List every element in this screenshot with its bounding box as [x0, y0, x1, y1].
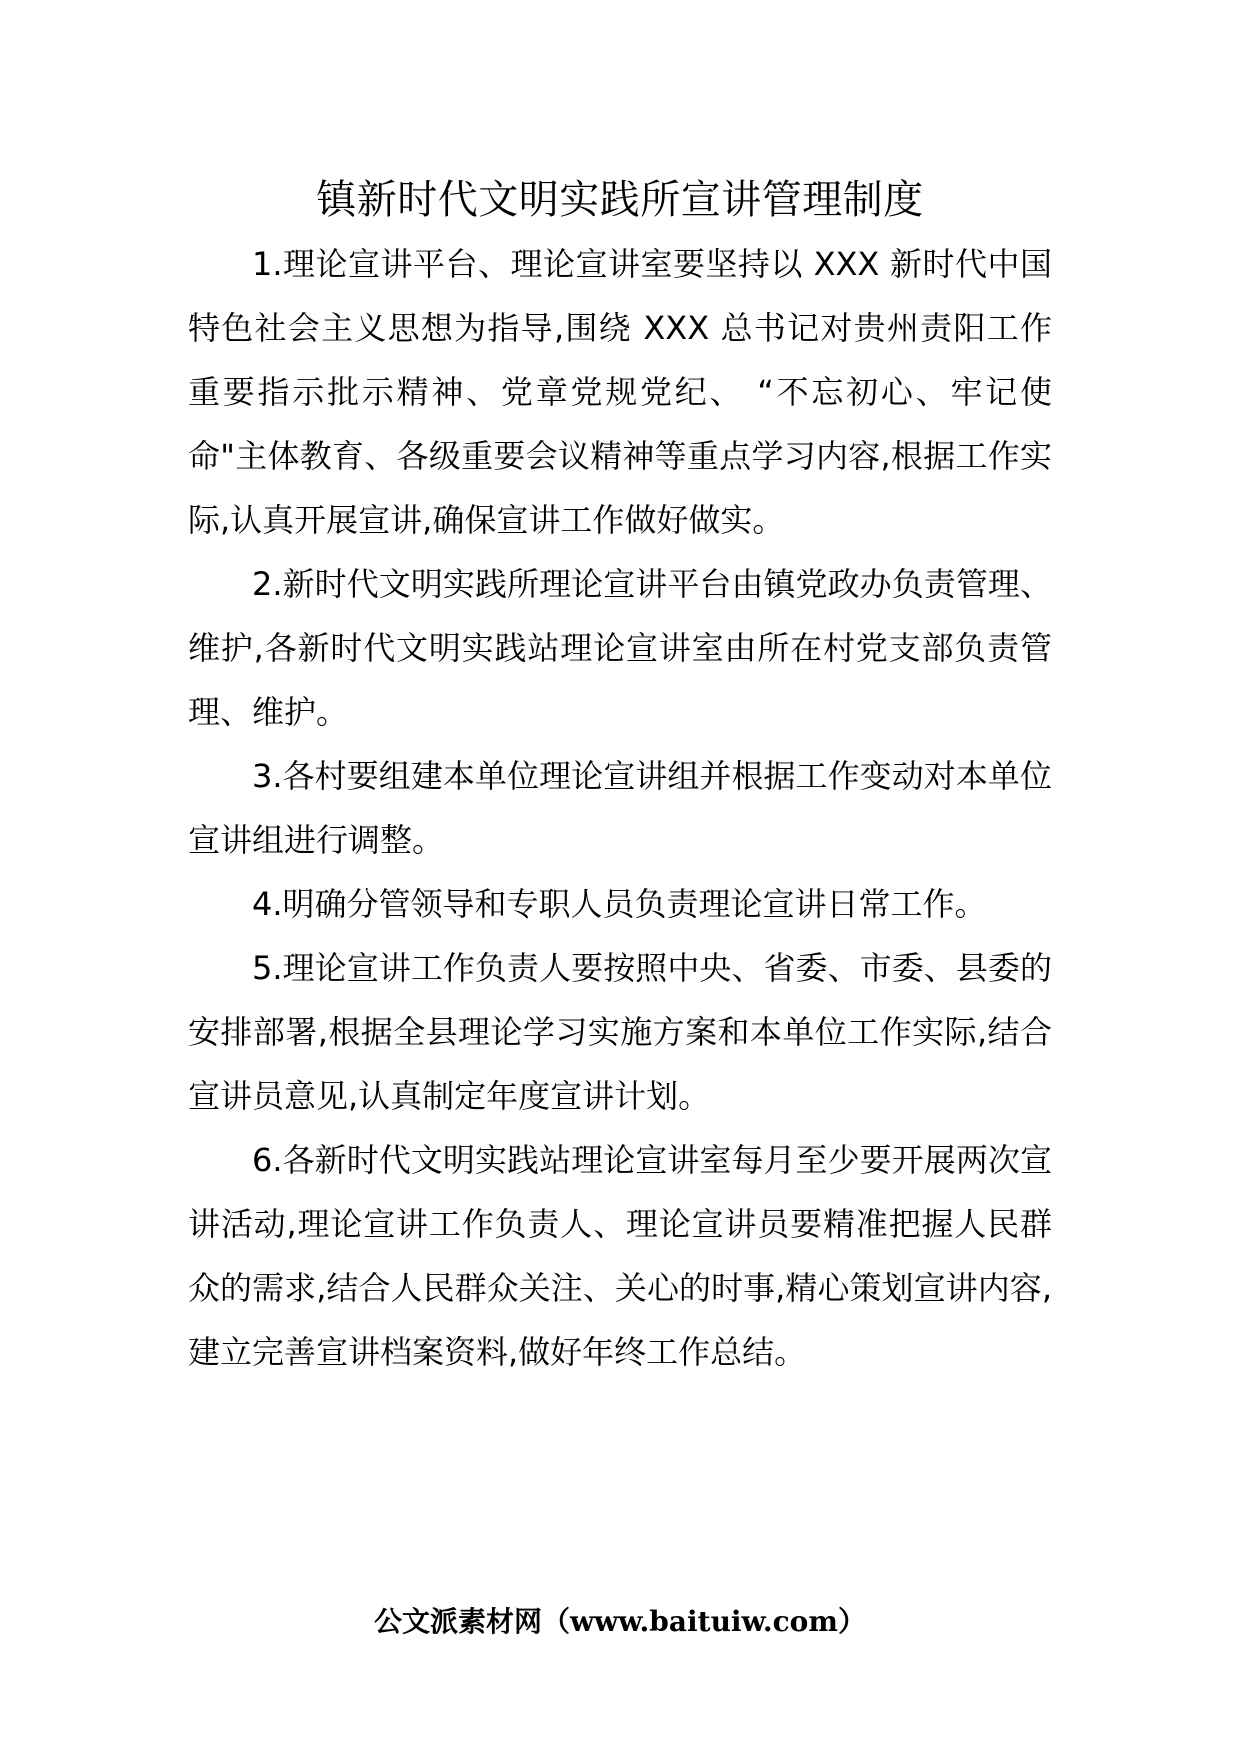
- document-title: 镇新时代文明实践所宣讲管理制度: [316, 177, 924, 223]
- paragraph-2: 2.新时代文明实践所理论宣讲平台由镇党政办负责管理、维护,各新时代文明实践站理论宣讲室由所在村党支部负责管理、维护。: [188, 565, 1052, 731]
- paragraph-6: 6.各新时代文明实践站理论宣讲室每月至少要开展两次宣讲活动,理论宣讲工作负责人、理论宣讲员要精准把握人民群众的需求,结合人民群众关注、关心的时事,精心策划宣讲内容,建立完善宣讲档案资料,做好年终工作总结。: [188, 1141, 1052, 1371]
- paragraph-3: 3.各村要组建本单位理论宣讲组并根据工作变动对本单位宣讲组进行调整。: [188, 757, 1052, 859]
- paragraph-1: 1.理论宣讲平台、理论宣讲室要坚持以 XXX 新时代中国特色社会主义思想为指导,围绕 XXX 总书记对贵州责阳工作重要指示批示精神、党章党规党纪、 “不忘初心、牢记使命"主体教育、各级重要会议精神等重点学习内容,根据工作实际,认真开展宣讲,确保宣讲工作做好做实。: [188, 245, 1052, 539]
- paragraph-4: 4.明确分管领导和专职人员负责理论宣讲日常工作。: [252, 885, 987, 923]
- footer-source: 公文派素材网（www.baituiw.com）: [374, 1605, 866, 1638]
- document-body: [188, 232, 1052, 1384]
- paragraph-5: 5.理论宣讲工作负责人要按照中央、省委、市委、县委的安排部署,根据全县理论学习实施方案和本单位工作实际,结合宣讲员意见,认真制定年度宣讲计划。: [188, 949, 1052, 1115]
